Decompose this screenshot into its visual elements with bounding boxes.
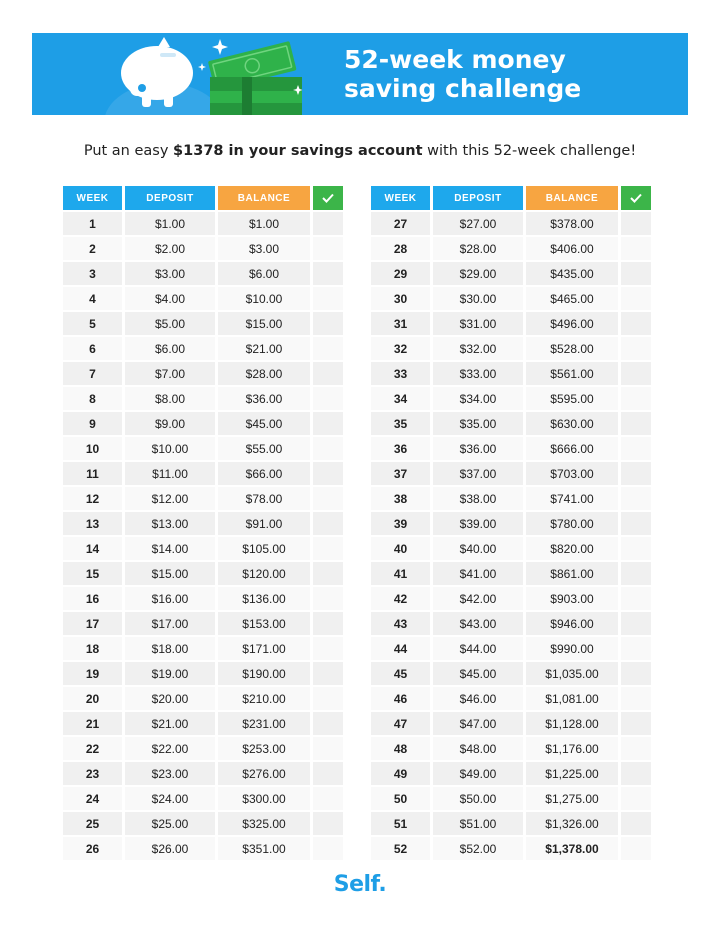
checkbox-cell[interactable]	[313, 362, 343, 385]
deposit-cell: $31.00	[433, 312, 523, 335]
balance-cell: $190.00	[218, 662, 310, 685]
table-row	[371, 587, 651, 610]
deposit-cell: $35.00	[433, 412, 523, 435]
table-row	[371, 537, 651, 560]
week-cell: 9	[63, 412, 122, 435]
deposit-cell: $33.00	[433, 362, 523, 385]
deposit-cell: $41.00	[433, 562, 523, 585]
table-row	[63, 562, 343, 585]
table-row	[371, 337, 651, 360]
week-cell: 23	[63, 762, 122, 785]
balance-cell: $1,176.00	[526, 737, 618, 760]
checkbox-cell[interactable]	[621, 337, 651, 360]
checkbox-cell[interactable]	[313, 537, 343, 560]
week-cell: 25	[63, 812, 122, 835]
checkbox-cell[interactable]	[621, 787, 651, 810]
balance-cell: $703.00	[526, 462, 618, 485]
table-row	[63, 762, 343, 785]
week-cell: 12	[63, 487, 122, 510]
week-cell: 52	[371, 837, 430, 860]
checkbox-cell[interactable]	[621, 812, 651, 835]
balance-cell: $6.00	[218, 262, 310, 285]
week-cell: 36	[371, 437, 430, 460]
table-row	[371, 312, 651, 335]
week-cell: 35	[371, 412, 430, 435]
week-cell: 38	[371, 487, 430, 510]
week-cell: 6	[63, 337, 122, 360]
balance-cell: $120.00	[218, 562, 310, 585]
week-cell: 46	[371, 687, 430, 710]
deposit-cell: $18.00	[125, 637, 215, 660]
deposit-cell: $26.00	[125, 837, 215, 860]
table-row	[371, 787, 651, 810]
balance-cell: $820.00	[526, 537, 618, 560]
subtitle	[0, 143, 720, 159]
deposit-cell: $20.00	[125, 687, 215, 710]
checkbox-cell[interactable]	[621, 762, 651, 785]
deposit-cell: $50.00	[433, 787, 523, 810]
checkmark-icon	[322, 193, 334, 203]
table-row	[63, 687, 343, 710]
week-cell: 4	[63, 287, 122, 310]
week-cell: 30	[371, 287, 430, 310]
deposit-cell: $12.00	[125, 487, 215, 510]
deposit-cell: $30.00	[433, 287, 523, 310]
table-row	[371, 287, 651, 310]
balance-cell: $231.00	[218, 712, 310, 735]
deposit-cell: $46.00	[433, 687, 523, 710]
deposit-cell: $19.00	[125, 662, 215, 685]
deposit-cell: $8.00	[125, 387, 215, 410]
deposit-cell: $7.00	[125, 362, 215, 385]
week-cell: 51	[371, 812, 430, 835]
table-row	[63, 312, 343, 335]
table-row	[63, 712, 343, 735]
deposit-cell: $42.00	[433, 587, 523, 610]
balance-cell: $378.00	[526, 212, 618, 235]
title-line-1: 52-week money	[344, 45, 566, 74]
subtitle-bold: $1378 in your savings account	[173, 143, 423, 159]
balance-cell: $1,081.00	[526, 687, 618, 710]
deposit-cell: $38.00	[433, 487, 523, 510]
deposit-cell: $29.00	[433, 262, 523, 285]
week-cell: 3	[63, 262, 122, 285]
balance-cell: $10.00	[218, 287, 310, 310]
week-cell: 43	[371, 612, 430, 635]
balance-cell: $105.00	[218, 537, 310, 560]
week-cell: 20	[63, 687, 122, 710]
table-row	[63, 487, 343, 510]
savings-table-left	[63, 186, 343, 862]
week-cell: 42	[371, 587, 430, 610]
balance-cell: $861.00	[526, 562, 618, 585]
table-row	[371, 437, 651, 460]
deposit-cell: $1.00	[125, 212, 215, 235]
checkbox-cell[interactable]	[621, 287, 651, 310]
balance-cell: $630.00	[526, 412, 618, 435]
week-cell: 31	[371, 312, 430, 335]
table-row	[63, 837, 343, 860]
header-illustration	[102, 33, 302, 115]
table-row	[371, 762, 651, 785]
checkbox-cell[interactable]	[313, 487, 343, 510]
balance-cell: $45.00	[218, 412, 310, 435]
balance-header: BALANCE	[526, 186, 618, 210]
deposit-cell: $16.00	[125, 587, 215, 610]
table-row	[63, 412, 343, 435]
table-row	[63, 362, 343, 385]
balance-cell: $990.00	[526, 637, 618, 660]
week-cell: 49	[371, 762, 430, 785]
week-cell: 7	[63, 362, 122, 385]
table-row	[371, 362, 651, 385]
deposit-cell: $22.00	[125, 737, 215, 760]
table-row	[371, 812, 651, 835]
balance-cell: $1,128.00	[526, 712, 618, 735]
piggy-bank-icon	[104, 37, 224, 115]
balance-cell: $1,035.00	[526, 662, 618, 685]
checkbox-cell[interactable]	[621, 237, 651, 260]
deposit-cell: $47.00	[433, 712, 523, 735]
week-cell: 50	[371, 787, 430, 810]
balance-cell: $15.00	[218, 312, 310, 335]
balance-cell: $561.00	[526, 362, 618, 385]
checkbox-cell[interactable]	[313, 587, 343, 610]
checkmark-icon	[630, 193, 642, 203]
checkbox-cell[interactable]	[621, 662, 651, 685]
balance-cell: $1,225.00	[526, 762, 618, 785]
checkbox-cell[interactable]	[621, 537, 651, 560]
checkbox-cell[interactable]	[621, 612, 651, 635]
week-cell: 21	[63, 712, 122, 735]
week-cell: 18	[63, 637, 122, 660]
checkbox-cell[interactable]	[621, 837, 651, 860]
balance-cell: $780.00	[526, 512, 618, 535]
checkbox-cell[interactable]	[621, 312, 651, 335]
week-cell: 5	[63, 312, 122, 335]
week-cell: 48	[371, 737, 430, 760]
table-row	[371, 712, 651, 735]
deposit-cell: $51.00	[433, 812, 523, 835]
balance-cell: $300.00	[218, 787, 310, 810]
deposit-header: DEPOSIT	[125, 186, 215, 210]
checkbox-cell[interactable]	[313, 262, 343, 285]
deposit-cell: $36.00	[433, 437, 523, 460]
deposit-cell: $39.00	[433, 512, 523, 535]
deposit-cell: $3.00	[125, 262, 215, 285]
checkbox-cell[interactable]	[621, 412, 651, 435]
table-row	[371, 737, 651, 760]
week-cell: 41	[371, 562, 430, 585]
table-row	[63, 662, 343, 685]
table-row	[63, 612, 343, 635]
week-cell: 8	[63, 387, 122, 410]
checkbox-cell[interactable]	[621, 737, 651, 760]
week-cell: 26	[63, 837, 122, 860]
week-cell: 33	[371, 362, 430, 385]
table-row	[371, 662, 651, 685]
checkbox-cell[interactable]	[313, 437, 343, 460]
table-row	[371, 612, 651, 635]
checkbox-cell[interactable]	[313, 337, 343, 360]
balance-cell: $406.00	[526, 237, 618, 260]
balance-cell: $1,326.00	[526, 812, 618, 835]
balance-cell: $666.00	[526, 437, 618, 460]
checkbox-cell[interactable]	[313, 237, 343, 260]
deposit-cell: $11.00	[125, 462, 215, 485]
deposit-cell: $9.00	[125, 412, 215, 435]
checkbox-cell[interactable]	[621, 437, 651, 460]
checkbox-cell[interactable]	[621, 587, 651, 610]
deposit-cell: $17.00	[125, 612, 215, 635]
header-banner	[32, 33, 688, 115]
deposit-cell: $43.00	[433, 612, 523, 635]
table-row	[63, 587, 343, 610]
table-row	[63, 537, 343, 560]
deposit-cell: $5.00	[125, 312, 215, 335]
checkbox-cell[interactable]	[621, 637, 651, 660]
checkbox-cell[interactable]	[621, 462, 651, 485]
week-cell: 34	[371, 387, 430, 410]
table-row	[371, 837, 651, 860]
deposit-cell: $45.00	[433, 662, 523, 685]
balance-cell: $36.00	[218, 387, 310, 410]
week-cell: 28	[371, 237, 430, 260]
checkbox-cell[interactable]	[621, 262, 651, 285]
week-cell: 29	[371, 262, 430, 285]
table-row	[63, 437, 343, 460]
table-row	[63, 262, 343, 285]
checkbox-cell[interactable]	[313, 787, 343, 810]
table-row	[63, 337, 343, 360]
checkbox-cell[interactable]	[621, 487, 651, 510]
table-row	[63, 512, 343, 535]
table-row	[371, 687, 651, 710]
week-header: WEEK	[371, 186, 430, 210]
balance-cell: $55.00	[218, 437, 310, 460]
checkbox-cell[interactable]	[313, 312, 343, 335]
subtitle-prefix: Put an easy	[83, 143, 174, 159]
deposit-cell: $37.00	[433, 462, 523, 485]
deposit-cell: $40.00	[433, 537, 523, 560]
balance-cell: $1.00	[218, 212, 310, 235]
balance-cell: $78.00	[218, 487, 310, 510]
balance-cell: $253.00	[218, 737, 310, 760]
table-body	[63, 212, 343, 860]
deposit-cell: $44.00	[433, 637, 523, 660]
week-cell: 1	[63, 212, 122, 235]
balance-cell: $66.00	[218, 462, 310, 485]
table-row	[63, 462, 343, 485]
deposit-cell: $21.00	[125, 712, 215, 735]
table-row	[371, 462, 651, 485]
week-cell: 24	[63, 787, 122, 810]
week-header: WEEK	[63, 186, 122, 210]
week-cell: 39	[371, 512, 430, 535]
deposit-cell: $6.00	[125, 337, 215, 360]
deposit-cell: $14.00	[125, 537, 215, 560]
deposit-cell: $32.00	[433, 337, 523, 360]
deposit-cell: $48.00	[433, 737, 523, 760]
self-logo: Self.	[333, 872, 387, 897]
page-title	[344, 45, 664, 103]
checkbox-cell[interactable]	[621, 362, 651, 385]
check-header	[313, 186, 343, 210]
week-cell: 11	[63, 462, 122, 485]
balance-cell: $1,275.00	[526, 787, 618, 810]
table-body	[371, 212, 651, 860]
table-header	[63, 186, 343, 210]
balance-cell: $528.00	[526, 337, 618, 360]
week-cell: 14	[63, 537, 122, 560]
checkbox-cell[interactable]	[313, 687, 343, 710]
week-cell: 16	[63, 587, 122, 610]
table-row	[371, 562, 651, 585]
checkbox-cell[interactable]	[621, 562, 651, 585]
checkbox-cell[interactable]	[313, 212, 343, 235]
week-cell: 19	[63, 662, 122, 685]
table-row	[63, 212, 343, 235]
table-row	[371, 637, 651, 660]
money-stack-icon	[208, 41, 302, 115]
week-cell: 10	[63, 437, 122, 460]
balance-cell: $946.00	[526, 612, 618, 635]
checkbox-cell[interactable]	[313, 462, 343, 485]
table-row	[371, 412, 651, 435]
week-cell: 47	[371, 712, 430, 735]
balance-cell: $435.00	[526, 262, 618, 285]
balance-cell: $1,378.00	[526, 837, 618, 860]
table-row	[63, 812, 343, 835]
balance-cell: $28.00	[218, 362, 310, 385]
deposit-cell: $10.00	[125, 437, 215, 460]
table-row	[371, 387, 651, 410]
checkbox-cell[interactable]	[313, 837, 343, 860]
balance-cell: $3.00	[218, 237, 310, 260]
balance-cell: $325.00	[218, 812, 310, 835]
deposit-cell: $49.00	[433, 762, 523, 785]
title-line-2: saving challenge	[344, 74, 582, 103]
deposit-cell: $15.00	[125, 562, 215, 585]
checkbox-cell[interactable]	[621, 712, 651, 735]
checkbox-cell[interactable]	[313, 512, 343, 535]
table-row	[371, 237, 651, 260]
week-cell: 17	[63, 612, 122, 635]
checkbox-cell[interactable]	[313, 412, 343, 435]
balance-cell: $351.00	[218, 837, 310, 860]
week-cell: 40	[371, 537, 430, 560]
checkbox-cell[interactable]	[621, 687, 651, 710]
week-cell: 27	[371, 212, 430, 235]
balance-cell: $595.00	[526, 387, 618, 410]
balance-cell: $153.00	[218, 612, 310, 635]
deposit-cell: $52.00	[433, 837, 523, 860]
week-cell: 32	[371, 337, 430, 360]
week-cell: 2	[63, 237, 122, 260]
checkbox-cell[interactable]	[313, 712, 343, 735]
table-row	[371, 512, 651, 535]
checkbox-cell[interactable]	[621, 512, 651, 535]
table-row	[371, 212, 651, 235]
week-cell: 44	[371, 637, 430, 660]
deposit-cell: $13.00	[125, 512, 215, 535]
balance-cell: $171.00	[218, 637, 310, 660]
week-cell: 45	[371, 662, 430, 685]
deposit-cell: $28.00	[433, 237, 523, 260]
checkbox-cell[interactable]	[313, 287, 343, 310]
checkbox-cell[interactable]	[313, 737, 343, 760]
balance-cell: $741.00	[526, 487, 618, 510]
balance-cell: $496.00	[526, 312, 618, 335]
table-row	[63, 237, 343, 260]
table-row	[371, 262, 651, 285]
balance-cell: $465.00	[526, 287, 618, 310]
balance-cell: $210.00	[218, 687, 310, 710]
balance-cell: $91.00	[218, 512, 310, 535]
deposit-cell: $25.00	[125, 812, 215, 835]
table-row	[371, 487, 651, 510]
savings-table-right	[371, 186, 651, 862]
checkbox-cell[interactable]	[621, 387, 651, 410]
table-row	[63, 737, 343, 760]
table-row	[63, 637, 343, 660]
table-row	[63, 387, 343, 410]
deposit-cell: $34.00	[433, 387, 523, 410]
deposit-cell: $4.00	[125, 287, 215, 310]
table-header	[371, 186, 651, 210]
balance-cell: $903.00	[526, 587, 618, 610]
checkbox-cell[interactable]	[313, 662, 343, 685]
deposit-header: DEPOSIT	[433, 186, 523, 210]
checkbox-cell[interactable]	[313, 387, 343, 410]
deposit-cell: $27.00	[433, 212, 523, 235]
table-row	[63, 287, 343, 310]
balance-cell: $276.00	[218, 762, 310, 785]
checkbox-cell[interactable]	[313, 812, 343, 835]
balance-cell: $21.00	[218, 337, 310, 360]
week-cell: 37	[371, 462, 430, 485]
checkbox-cell[interactable]	[621, 212, 651, 235]
week-cell: 22	[63, 737, 122, 760]
deposit-cell: $23.00	[125, 762, 215, 785]
checkbox-cell[interactable]	[313, 612, 343, 635]
balance-cell: $136.00	[218, 587, 310, 610]
subtitle-suffix: with this 52-week challenge!	[422, 143, 637, 159]
week-cell: 15	[63, 562, 122, 585]
week-cell: 13	[63, 512, 122, 535]
checkbox-cell[interactable]	[313, 762, 343, 785]
check-header	[621, 186, 651, 210]
checkbox-cell[interactable]	[313, 562, 343, 585]
deposit-cell: $2.00	[125, 237, 215, 260]
table-row	[63, 787, 343, 810]
deposit-cell: $24.00	[125, 787, 215, 810]
balance-header: BALANCE	[218, 186, 310, 210]
checkbox-cell[interactable]	[313, 637, 343, 660]
